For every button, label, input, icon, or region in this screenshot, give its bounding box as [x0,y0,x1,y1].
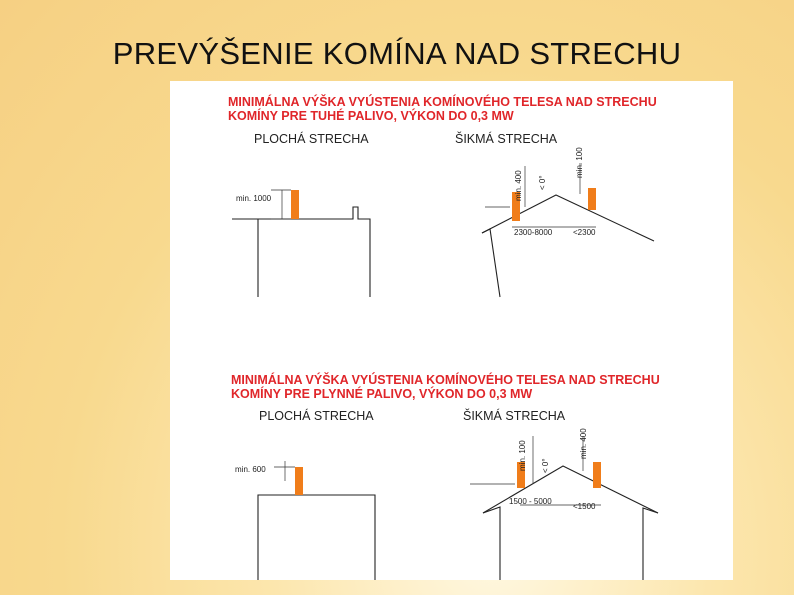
pitched-roof-left-wall [483,507,500,580]
pitched-min-right-label: min. 400 [579,428,588,459]
pitched-angle-label: < 0° [538,175,547,190]
solid-fuel-flat-roof-drawing [232,190,370,297]
pitched-limit-label: <1500 [573,502,596,511]
chimney [295,467,303,495]
diagram-panel [170,81,733,580]
solid-fuel-pitched-roof-label: ŠIKMÁ STRECHA [455,132,558,146]
solid-fuel-section [228,94,657,297]
solid-fuel-heading-line2: KOMÍNY PRE TUHÉ PALIVO, VÝKON DO 0,3 MW [228,109,514,123]
gas-fuel-pitched-roof-label: ŠIKMÁ STRECHA [463,409,566,423]
chimney-height-diagram [170,81,733,580]
pitched-roof-left-eave [482,229,500,297]
slide-title: PREVÝŠENIE KOMÍNA NAD STRECHU [112,36,682,71]
pitched-min-left-label: min. 100 [518,440,527,471]
gas-fuel-flat-roof-drawing [235,461,375,580]
flat-roof-outline [258,495,375,580]
solid-fuel-heading-line1: MINIMÁLNA VÝŠKA VYÚSTENIA KOMÍNOVÉHO TELESA NAD STRECHU [228,95,657,109]
gas-fuel-pitched-roof-drawing [470,428,658,580]
gas-fuel-heading-line2: KOMÍNY PRE PLYNNÉ PALIVO, VÝKON DO 0,3 MW [231,387,533,401]
gas-fuel-heading-line1: MINIMÁLNA VÝŠKA VYÚSTENIA KOMÍNOVÉHO TELESA NAD STRECHU [231,373,660,387]
gas-fuel-section [231,372,660,580]
pitched-angle-label: < 0° [541,458,550,473]
chimney-right [593,462,601,488]
chimney-right [588,188,596,210]
chimney [291,190,299,219]
pitched-roof-right-wall [643,508,658,580]
solid-fuel-pitched-roof-drawing [482,147,654,297]
pitched-range-label: 1500 - 5000 [509,497,552,506]
pitched-limit-label: <2300 [573,228,596,237]
flat-min-height-label: min. 1000 [236,194,272,203]
pitched-range-label: 2300-8000 [514,228,553,237]
gas-fuel-flat-roof-label: PLOCHÁ STRECHA [259,409,374,423]
flat-min-height-label: min. 600 [235,465,266,474]
solid-fuel-flat-roof-label: PLOCHÁ STRECHA [254,132,369,146]
pitched-min-left-label: min. 400 [514,170,523,201]
pitched-min-right-label: min. 100 [575,147,584,178]
pitched-roof-line [482,195,654,241]
flat-roof-outline [232,207,370,297]
